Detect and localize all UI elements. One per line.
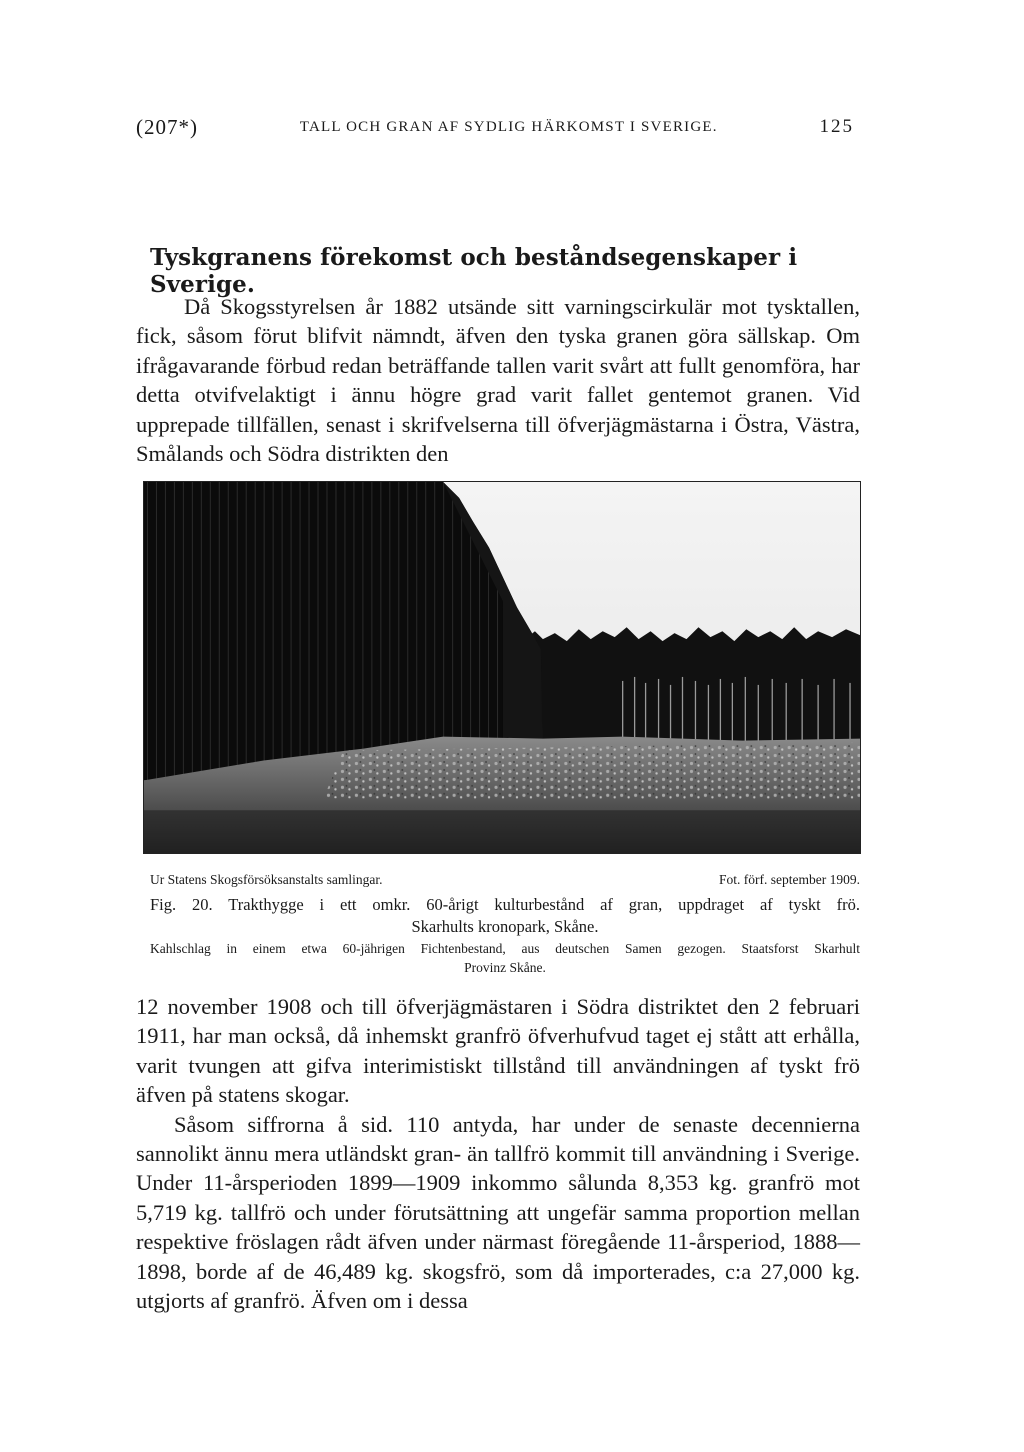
page-signature: (207*) [136,114,198,139]
photographer-credit: Fot. förf. september 1909. [719,872,860,887]
figure-caption-german-location: Provinz Skåne. [464,960,546,975]
paragraph-2 [136,992,860,1315]
running-header [136,112,854,142]
figure-caption-swedish-location: Skarhults kronopark, Skåne. [411,917,599,936]
forest-photograph [143,481,861,854]
paragraph-2a-text: 12 november 1908 och till öfverjägmästaren i Södra distriktet den 2 februari 1911, har man också, då inhemskt granfrö öfverhufvud taget ej stått att erhålla, varit tvungen att gifva interimistiskt tillstånd till användningen af tyskt frö äfven på statens skogar. [136,994,860,1108]
figure-caption-german: Kahlschlag in einem etwa 60-jährigen Fichtenbestand, aus deutschen Samen gezogen. Staatsforst Skarhult [150,941,860,956]
figure-caption-swedish: Fig. 20. Trakthygge i ett omkr. 60-årigt kulturbestånd af gran, uppdraget af tyskt frö. [150,895,860,914]
paragraph-1 [136,292,860,468]
paragraph-2b-text: Såsom siffrorna å sid. 110 antyda, har under de senaste decennierna sannolikt ännu mera utländskt gran- än tallfrö kommit till användning i Sverige. Under 11-årsperioden 1899—1909 inkommo sålunda 8,353 kg. granfrö mot 5,719 kg. tallfrö och under förutsättning att ungefär samma proportion mellan respektive fröslagen rådt äfven under närmast föregående 11-årsperiod, 1888—1898, borde af de 46,489 kg. skogsfrö, som då importerades, c:a 27,000 kg. utgjorts af granfrö. Äfven om i dessa [136,1111,860,1314]
page-number: 125 [819,116,854,137]
photo-credit [150,872,860,888]
paragraph-1-text: Då Skogsstyrelsen år 1882 utsände sitt varningscirkulär mot tysktallen, fick, såsom förut blifvit nämndt, äfven den tyska granen göra sällskap. Om ifrågavarande förbud redan beträffande tallen varit svårt att fullt genomföra, har detta otvifvelaktigt i ännu högre grad varit fallet gentemot granen. Vid upprepade tillfällen, senast i skrifvelserna till öfverjägmästarna i Östra, Västra, Smålands och Södra distrikten den [136,294,860,467]
running-title: TALL OCH GRAN AF SYDLIG HÄRKOMST I SVERIGE. [299,118,718,135]
section-title: Tyskgranens förekomst och beståndsegenskaper i Sverige. [150,244,798,298]
clearcut-forest-image [144,482,860,853]
photo-source: Ur Statens Skogsförsöksanstalts samlingar. [150,872,383,887]
